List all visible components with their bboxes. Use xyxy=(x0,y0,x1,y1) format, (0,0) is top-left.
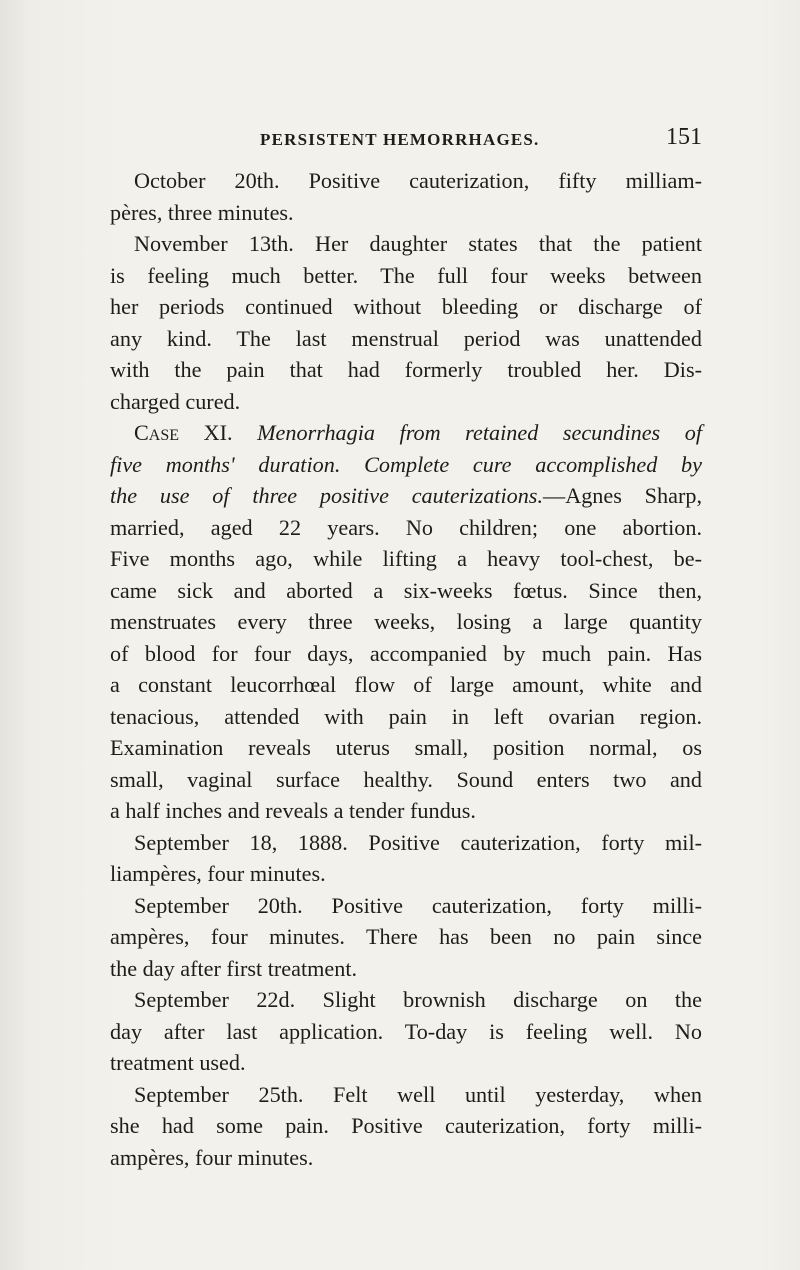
body-text xyxy=(110,165,702,1173)
text-line: pères, three minutes. xyxy=(110,199,294,225)
text-line: came sick and aborted a six-weeks fœtus. Since then, xyxy=(110,577,702,603)
text-line: a half inches and reveals a tender fundus. xyxy=(110,798,476,823)
text-line: married, aged 22 years. No children; one abortion. xyxy=(110,514,702,540)
text-line: Five months ago, while lifting a heavy tool-chest, be- xyxy=(110,546,702,571)
running-head: PERSISTENT HEMORRHAGES. xyxy=(260,130,540,149)
text-line: September 25th. Felt well until yesterday, when xyxy=(134,1081,702,1107)
text-line: September 18, 1888. Positive cauterization, forty mil- xyxy=(134,829,702,855)
case-title-line: five months' duration. Complete cure accomplished by xyxy=(110,451,702,477)
text-line: November 13th. Her daughter states that the patient xyxy=(134,231,702,256)
text-line: is feeling much better. The full four weeks between xyxy=(110,262,702,288)
text-line: October 20th. Positive cauterization, fifty milliam- xyxy=(134,168,702,193)
case-heading-line xyxy=(110,417,702,449)
text-line: small, vaginal surface healthy. Sound enters two and xyxy=(110,766,702,792)
patient-name: —Agnes Sharp, xyxy=(543,483,702,508)
case-title-line xyxy=(110,480,702,512)
text-line: ampères, four minutes. xyxy=(110,1144,314,1170)
text-line: charged cured. xyxy=(110,388,241,414)
text-line: September 22d. Slight brownish discharge on the xyxy=(134,987,702,1012)
text-line: tenacious, attended with pain in left ovarian region. xyxy=(110,703,702,729)
text-line: a constant leucorrhœal flow of large amount, white and xyxy=(110,672,702,697)
text-line: her periods continued without bleeding or discharge of xyxy=(110,294,702,319)
case-title: Menorrhagia from retained secundines of xyxy=(257,420,702,445)
page-header xyxy=(110,124,702,160)
case-title-end: the use of three positive cauterizations. xyxy=(110,483,543,508)
text-line: with the pain that had formerly troubled her. Dis- xyxy=(110,357,702,382)
text-line: menstruates every three weeks, losing a large quantity xyxy=(110,609,702,634)
case-number: XI. xyxy=(179,420,258,445)
text-line: any kind. The last menstrual period was unattended xyxy=(110,325,702,351)
page-number: 151 xyxy=(666,124,702,150)
text-line: the day after first treatment. xyxy=(110,955,358,981)
text-line: September 20th. Positive cauterization, forty milli- xyxy=(134,892,702,918)
text-line: ampères, four minutes. There has been no pain since xyxy=(110,924,702,949)
text-line: day after last application. To-day is feeling well. No xyxy=(110,1018,702,1044)
text-line: Examination reveals uterus small, position normal, os xyxy=(110,735,702,760)
text-line: treatment used. xyxy=(110,1050,246,1075)
text-line: of blood for four days, accompanied by much pain. Has xyxy=(110,640,702,666)
case-label: Case xyxy=(134,420,180,445)
text-line: she had some pain. Positive cauterization, forty milli- xyxy=(110,1113,702,1138)
text-line: liampères, four minutes. xyxy=(110,861,326,886)
